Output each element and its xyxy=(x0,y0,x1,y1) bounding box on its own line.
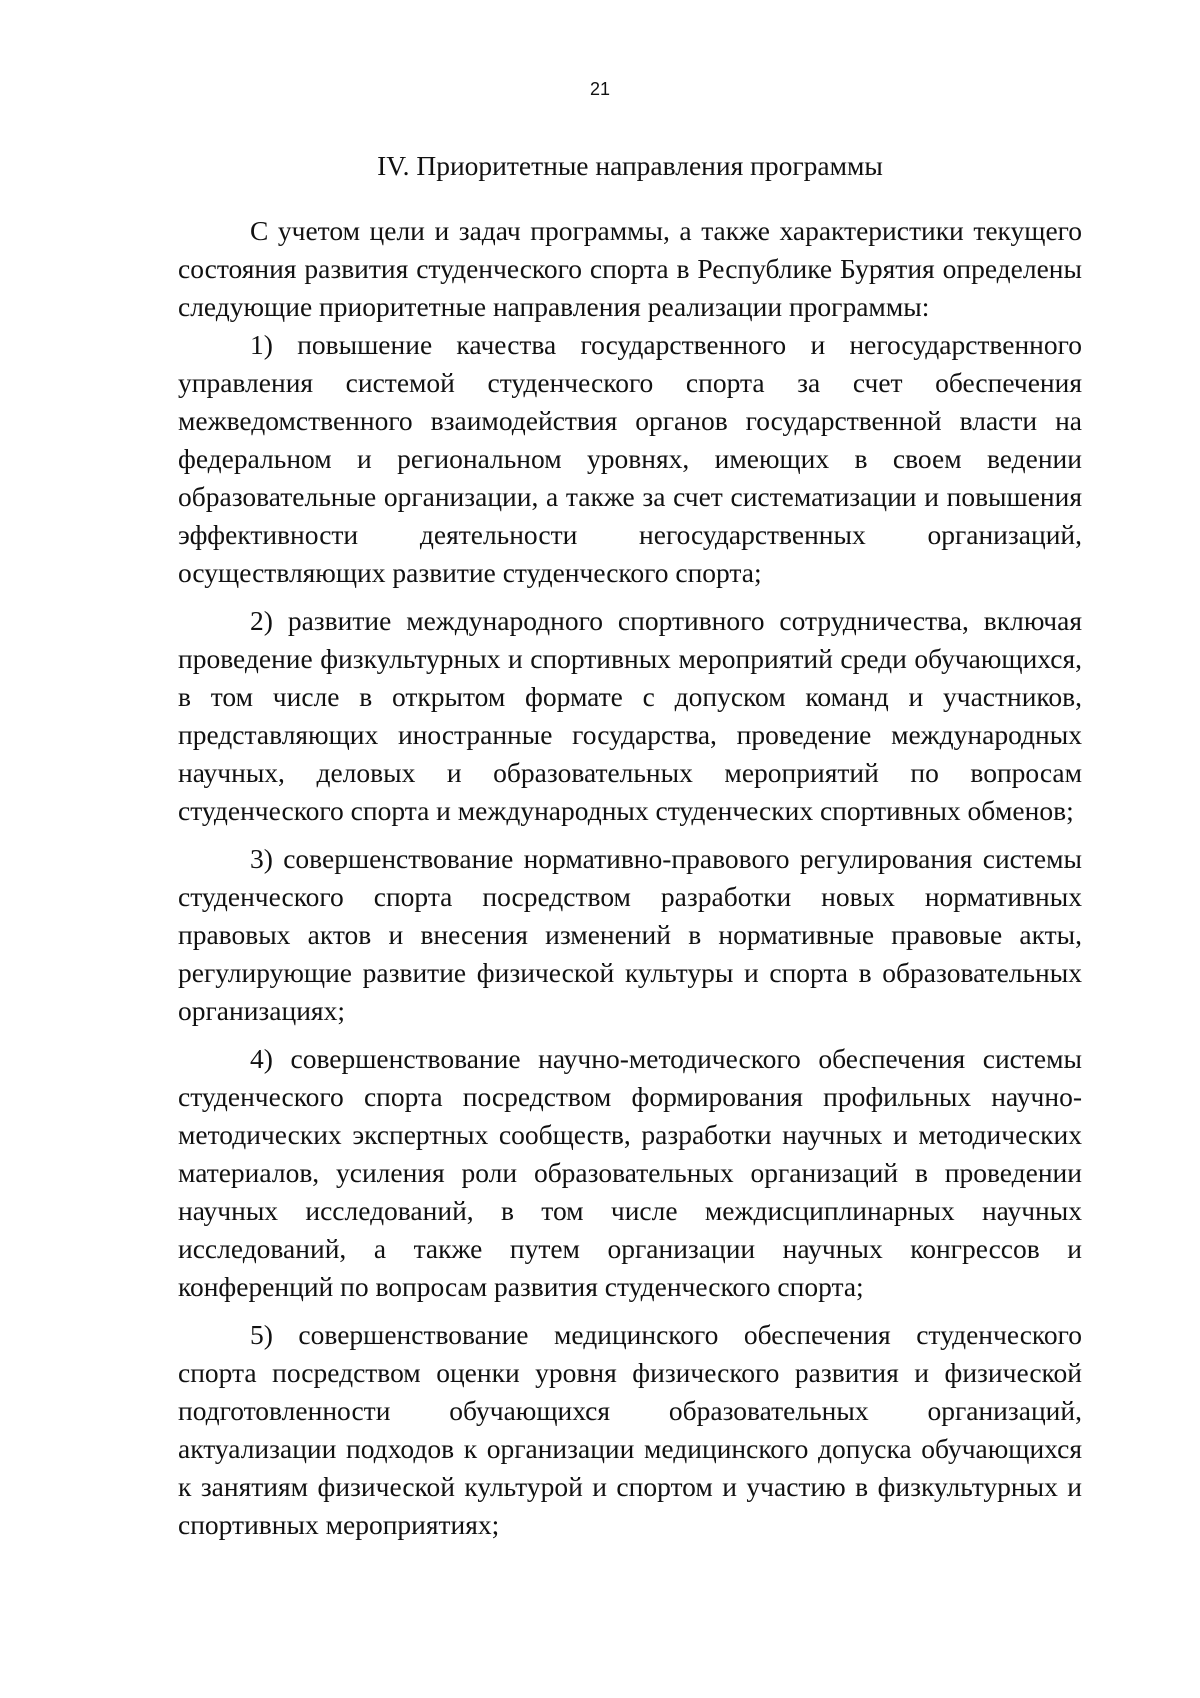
priority-item-3: 3) совершенствование нормативно-правового регулирования системы студенческого спорта посредством разработки новых нормативных правовых актов и внесения изменений в нормативные правовые акты, регулирующие развитие физической культуры и спорта в образовательных организациях; xyxy=(178,843,1082,1026)
priority-item-4: 4) совершенствование научно-методического обеспечения системы студенческого спорта посредством формирования профильных научно-методических экспертных сообществ, разработки научных и методических материалов, усиления роли образовательных организаций в проведении научных исследований, в том числе междисциплинарных научных исследований, а также путем организации научных конгрессов и конференций по вопросам развития студенческого спорта; xyxy=(178,1043,1082,1302)
intro-paragraph: С учетом цели и задач программы, а также характеристики текущего состояния развития студенческого спорта в Республике Бурятия определены следующие приоритетные направления реализации программы: xyxy=(178,215,1082,322)
priority-item-5: 5) совершенствование медицинского обеспечения студенческого спорта посредством оценки уровня физического развития и физической подготовленности обучающихся образовательных организаций, актуализации подходов к организации медицинского допуска обучающихся к занятиям физической культурой и спортом и участию в физкультурных и спортивных мероприятиях; xyxy=(178,1319,1082,1540)
section-heading: IV. Приоритетные направления программы xyxy=(377,150,883,181)
priority-item-1: 1) повышение качества государственного и негосударственного управления системой студенческого спорта за счет обеспечения межведомственного взаимодействия органов государственной власти на федеральном и региональном уровнях, имеющих в своем ведении образовательные организации, а также за счет систематизации и повышения эффективности деятельности негосударственных организаций, осуществляющих развитие студенческого спорта; xyxy=(178,329,1082,588)
body-text xyxy=(178,212,1082,1544)
priority-item-2: 2) развитие международного спортивного сотрудничества, включая проведение физкультурных и спортивных мероприятий среди обучающихся, в том числе в открытом формате с допуском команд и участников, представляющих иностранные государства, проведение международных научных, деловых и образовательных мероприятий по вопросам студенческого спорта и международных студенческих спортивных обменов; xyxy=(178,605,1082,826)
page-number: 21 xyxy=(589,79,611,99)
